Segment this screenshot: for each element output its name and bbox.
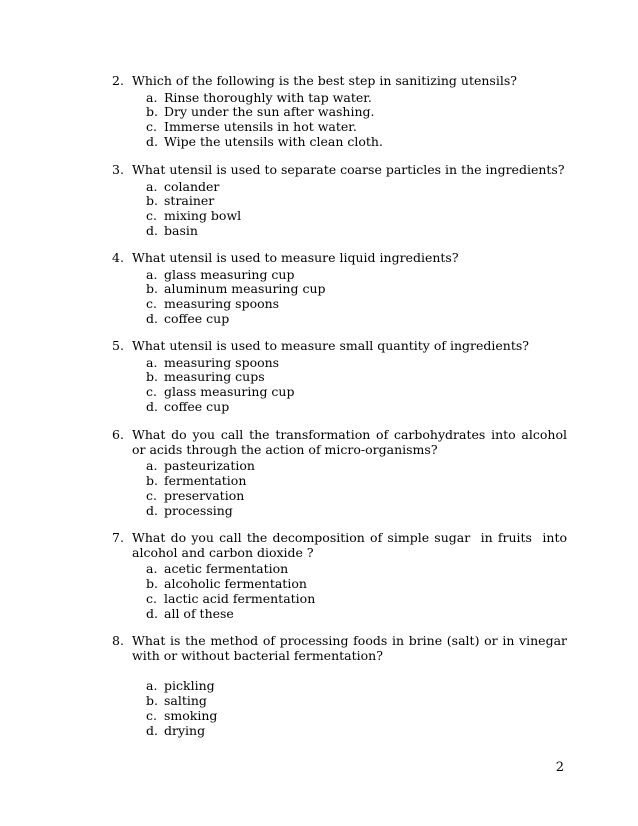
- option-text: drying: [164, 722, 206, 738]
- option-text: alcoholic fermentation: [164, 576, 307, 592]
- option-letter: a.: [146, 266, 158, 282]
- option: [146, 224, 567, 239]
- option-letter: c.: [146, 384, 157, 400]
- question-8: [112, 634, 567, 738]
- option-text: pickling: [164, 678, 215, 694]
- option-text: preservation: [164, 487, 245, 503]
- option-text: colander: [164, 178, 220, 194]
- option-letter: a.: [146, 678, 158, 694]
- option: [146, 724, 567, 739]
- option-letter: c.: [146, 707, 157, 723]
- option: [146, 120, 567, 135]
- option-text: fermentation: [164, 473, 247, 489]
- option: [146, 562, 567, 577]
- option-letter: d.: [146, 133, 158, 149]
- option-text: measuring spoons: [164, 296, 280, 312]
- option-letter: c.: [146, 487, 157, 503]
- question-number: 8.: [112, 633, 124, 648]
- question-text: What utensil is used to measure liquid ingredients?: [132, 250, 459, 265]
- option-text: basin: [164, 222, 198, 238]
- option-text: smoking: [164, 707, 218, 723]
- option-text: coffee cup: [164, 398, 230, 414]
- option-text: strainer: [164, 193, 215, 209]
- option-text: glass measuring cup: [164, 384, 295, 400]
- option-letter: b.: [146, 281, 158, 297]
- question-number: 2.: [112, 73, 124, 88]
- question-number: 5.: [112, 338, 124, 353]
- question-3: [112, 163, 567, 239]
- option-letter: c.: [146, 296, 157, 312]
- option-text: measuring cups: [164, 369, 265, 385]
- option-letter: d.: [146, 222, 158, 238]
- question-text: What is the method of processing foods in brine (salt) or in vinegar with or without bacterial fermentation?: [132, 633, 567, 663]
- option: [146, 474, 567, 489]
- option: [146, 209, 567, 224]
- option-letter: a.: [146, 354, 158, 370]
- option: [146, 459, 567, 474]
- question-text: Which of the following is the best step in sanitizing utensils?: [132, 73, 517, 88]
- option-text: processing: [164, 502, 233, 518]
- option: [146, 180, 567, 195]
- option: [146, 385, 567, 400]
- option-letter: d.: [146, 502, 158, 518]
- question-number: 3.: [112, 162, 124, 177]
- option-letter: a.: [146, 458, 158, 474]
- question-text: What do you call the decomposition of simple sugar in fruits into alcohol and carbon dioxide ?: [132, 530, 571, 560]
- option-letter: b.: [146, 193, 158, 209]
- option: [146, 194, 567, 209]
- option-text: aluminum measuring cup: [164, 281, 326, 297]
- option-text: Wipe the utensils with clean cloth.: [164, 133, 383, 149]
- question-6: [112, 428, 567, 518]
- option-text: measuring spoons: [164, 354, 280, 370]
- option-letter: c.: [146, 208, 157, 224]
- option-text: acetic fermentation: [164, 561, 289, 577]
- question-number: 6.: [112, 427, 124, 442]
- option-text: all of these: [164, 605, 234, 621]
- option-letter: b.: [146, 369, 158, 385]
- question-text: What utensil is used to measure small quantity of ingredients?: [132, 338, 529, 353]
- option: [146, 577, 567, 592]
- option: [146, 592, 567, 607]
- option: [146, 489, 567, 504]
- option: [146, 135, 567, 150]
- option: [146, 91, 567, 106]
- option: [146, 282, 567, 297]
- option-text: Rinse thoroughly with tap water.: [164, 89, 372, 105]
- option: [146, 105, 567, 120]
- option-text: mixing bowl: [164, 208, 242, 224]
- question-7: [112, 530, 571, 621]
- question-number: 4.: [112, 250, 124, 265]
- option-text: Immerse utensils in hot water.: [164, 119, 357, 135]
- option-letter: d.: [146, 722, 158, 738]
- option: [146, 370, 567, 385]
- option-letter: b.: [146, 104, 158, 120]
- option-letter: b.: [146, 576, 158, 592]
- question-4: [112, 251, 567, 327]
- option-letter: c.: [146, 119, 157, 135]
- option: [146, 679, 567, 694]
- option-text: lactic acid fermentation: [164, 590, 316, 606]
- option: [146, 356, 567, 371]
- option-letter: c.: [146, 590, 157, 606]
- option-text: coffee cup: [164, 310, 230, 326]
- option-letter: a.: [146, 561, 158, 577]
- question-text: What do you call the transformation of carbohydrates into alcohol or acids through the action of micro-organisms?: [132, 427, 567, 457]
- question-text: What utensil is used to separate coarse particles in the ingredients?: [132, 162, 565, 177]
- option-text: salting: [164, 693, 207, 709]
- option: [146, 709, 567, 724]
- question-number: 7.: [112, 530, 124, 545]
- option: [146, 607, 567, 622]
- page-number: 2: [555, 760, 564, 775]
- option: [146, 504, 567, 519]
- option-letter: d.: [146, 310, 158, 326]
- option: [146, 694, 567, 709]
- option-text: glass measuring cup: [164, 266, 295, 282]
- option: [146, 400, 567, 415]
- question-2: [112, 74, 567, 150]
- option-text: Dry under the sun after washing.: [164, 104, 375, 120]
- option-letter: a.: [146, 178, 158, 194]
- question-5: [112, 339, 567, 415]
- option-letter: d.: [146, 398, 158, 414]
- option: [146, 268, 567, 283]
- option-letter: b.: [146, 693, 158, 709]
- option-letter: b.: [146, 473, 158, 489]
- option: [146, 297, 567, 312]
- option-text: pasteurization: [164, 458, 255, 474]
- option: [146, 312, 567, 327]
- option-letter: d.: [146, 605, 158, 621]
- option-letter: a.: [146, 89, 158, 105]
